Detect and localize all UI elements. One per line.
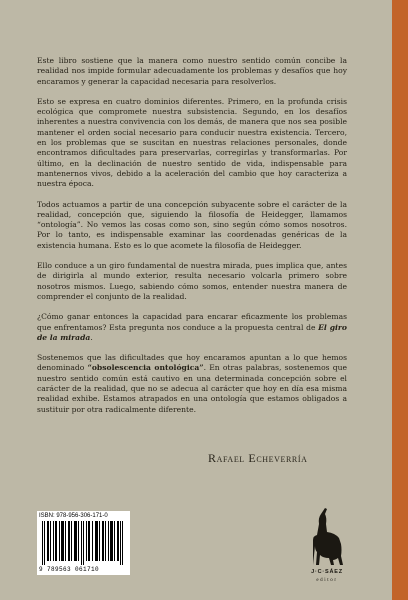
greyhound-dog-logo-icon <box>305 500 350 575</box>
publisher-subtitle: editor <box>316 578 338 583</box>
key-term: “obsolescencia ontológica” <box>87 363 204 373</box>
paragraph-1: Este libro sostiene que la manera como nuestro sentido común concibe la realidad nos impide formular adecuadamente los problemas y desafíos que hoy encaramos y generar la capacidad necesaria para resolverlos. <box>37 56 347 86</box>
paragraph-6-end: . En otras palabras, sostenemos que nuestro sentido común está cautivo en una determinada concepción sobre el carácter de la realidad, que no se adecua al carácter que hoy en día esa misma realidad exhibe. Estamos atrapados en una ontología que estamos obligados a sustituir por otra radicalmente diferente. <box>37 363 347 414</box>
paragraph-3: Todos actuamos a partir de una concepción subyacente sobre el carácter de la realidad, concepción que, siguiendo la filosofía de Heidegger, llamamos “ontología”. No vemos las cosas como son, sino según cómo somos nosotros. Por lo tanto, es indispensable examinar las coordenadas genéricas de la existencia humana. Esto es lo que acomete la filosofía de Heidegger. <box>37 199 347 250</box>
paragraph-5-end: . <box>90 332 93 342</box>
barcode-digits: 9 789563 061710 <box>39 566 100 573</box>
isbn-barcode <box>37 511 130 575</box>
publisher-name: J·C·SÁEZ <box>311 569 343 575</box>
paragraph-6-text: Sostenemos que las dificultades que hoy encaramos apuntan a lo que hemos denominado <box>37 353 347 373</box>
author-name: Rafael Echeverría <box>208 451 308 465</box>
paragraph-5-text: ¿Cómo ganar entonces la capacidad para encarar eficazmente los problemas que enfrentamos? Esta pregunta nos conduce a la propuesta central de <box>37 312 347 332</box>
book-title-inline: El giro de la mirada <box>37 322 347 342</box>
barcode-bars <box>40 521 127 565</box>
isbn-label: ISBN: 978-956-306-171-0 <box>39 513 108 519</box>
paragraph-6 <box>37 353 347 415</box>
spine-color-strip <box>392 0 408 600</box>
paragraph-4: Ello conduce a un giro fundamental de nuestra mirada, pues implica que, antes de dirigirla al mundo exterior, resulta necesario volcarla primero sobre nosotros mismos. Luego, sabiendo cómo somos, entender nuestra manera de comprender el conjunto de la realidad. <box>37 261 347 301</box>
paragraph-2: Esto se expresa en cuatro dominios diferentes. Primero, en la profunda crisis ecológica que compromete nuestra subsistencia. Segundo, en los desafíos inherentes a nuestra convivencia con los demás, de manera que nos sea posible mantener el orden social necesario para conducir nuestra existencia. Tercero, en los problemas que se suscitan en nuestras relaciones personales, donde encontramos dificultades para preservarlas, corregirlas y transformarlas. Por último, en la declinación de nuestro sentido de vida, indispensable para mantenernos vivos, debido a la aceleración del cambio que hoy caracteriza a nuestra época. <box>37 96 347 189</box>
back-cover-text <box>37 56 347 425</box>
paragraph-5 <box>37 312 347 343</box>
